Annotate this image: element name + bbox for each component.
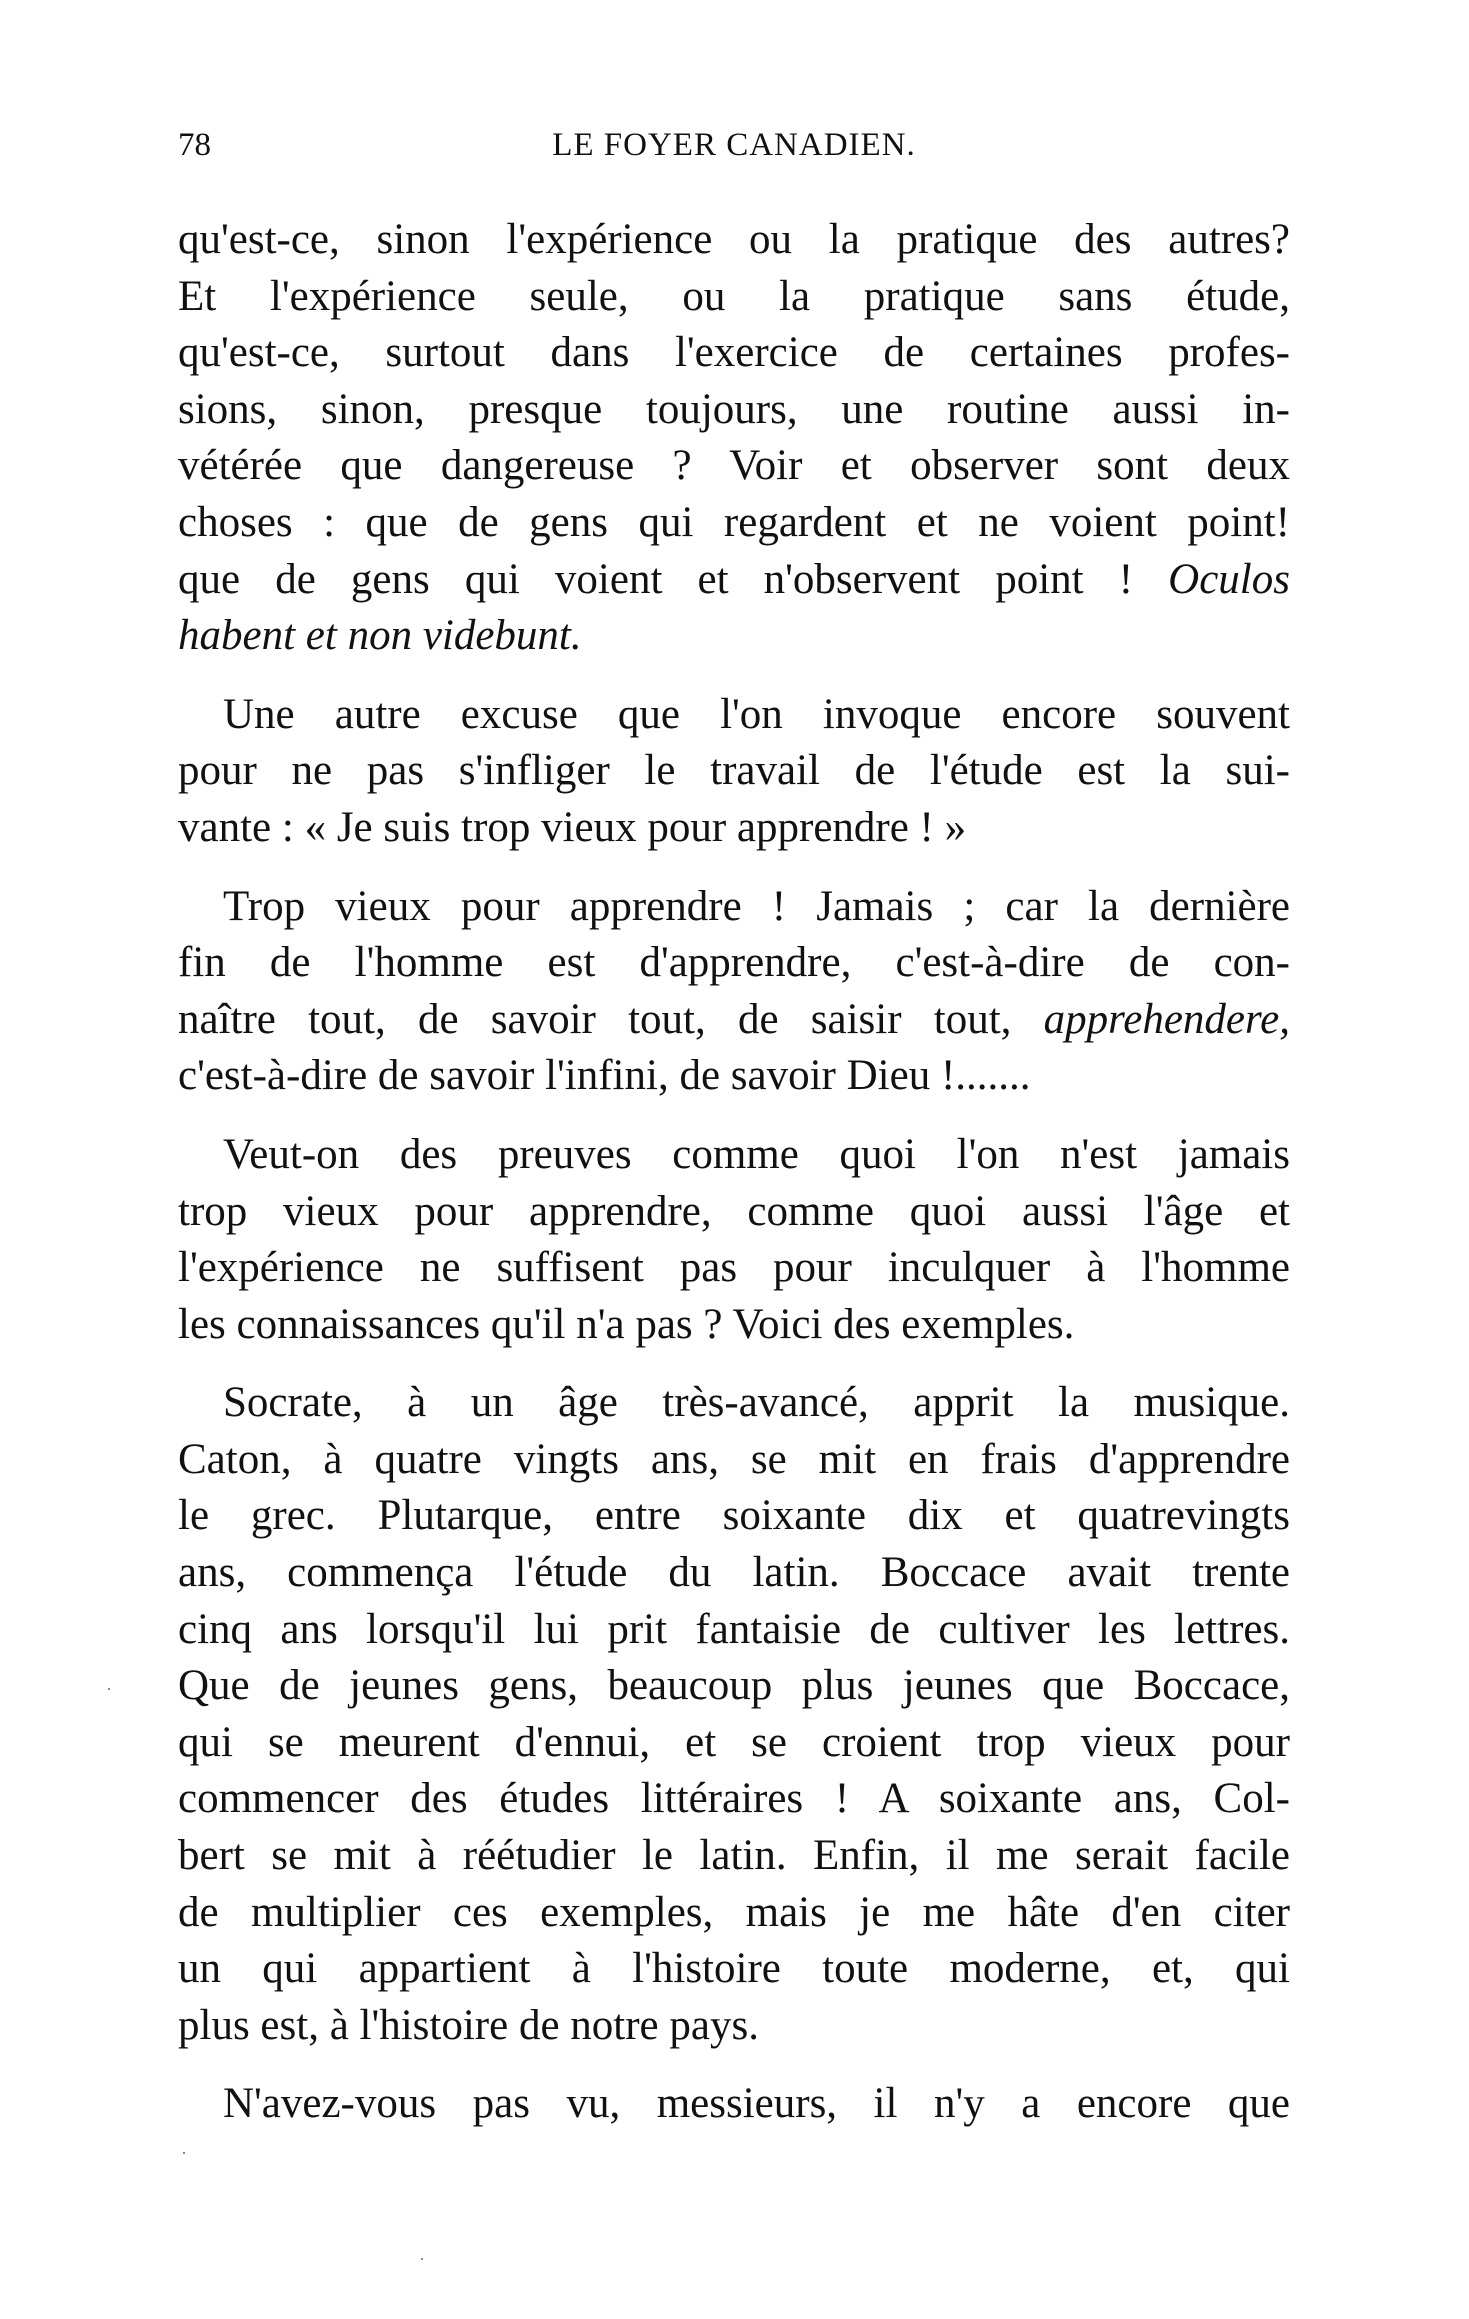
- paragraph: [178, 212, 1290, 665]
- text-line: [178, 1488, 1290, 1545]
- text-line: [178, 1602, 1290, 1659]
- text-line: [178, 495, 1290, 552]
- text-run: sions, sinon, presque toujours, une routine aussi in-: [178, 385, 1290, 433]
- text-run: vante : « Je suis trop vieux pour apprendre ! »: [178, 803, 967, 851]
- text-run: Trop vieux pour apprendre ! Jamais ; car la dernière: [223, 882, 1290, 930]
- text-line: [178, 935, 1290, 992]
- text-line: [178, 743, 1290, 800]
- text-line: [178, 1184, 1290, 1241]
- page-number: 78: [178, 127, 211, 163]
- italic-text: apprehendere,: [1043, 995, 1290, 1043]
- print-speck: [421, 2258, 423, 2260]
- print-speck: [183, 2152, 185, 2154]
- text-line: [178, 1048, 1290, 1105]
- paragraph-spacing: [178, 1105, 1290, 1127]
- text-line: [178, 800, 1290, 857]
- text-line: [178, 1240, 1290, 1297]
- paragraph-spacing: [178, 857, 1290, 879]
- text-run: trop vieux pour apprendre, comme quoi aussi l'âge et: [178, 1187, 1290, 1235]
- text-run: Et l'expérience seule, ou la pratique sans étude,: [178, 272, 1290, 320]
- text-line: [178, 1297, 1290, 1354]
- text-run: commencer des études littéraires ! A soixante ans, Col-: [178, 1775, 1290, 1823]
- paragraph: [178, 1127, 1290, 1353]
- text-line: [178, 1998, 1290, 2055]
- text-run: c'est-à-dire de savoir l'infini, de savoir Dieu !.......: [178, 1052, 1031, 1100]
- text-line: [178, 438, 1290, 495]
- text-run: Socrate, à un âge très-avancé, apprit la musique.: [223, 1379, 1290, 1427]
- text-run: le grec. Plutarque, entre soixante dix et quatrevingts: [178, 1492, 1290, 1540]
- text-line: [178, 1771, 1290, 1828]
- text-line: [178, 992, 1290, 1049]
- text-line: [178, 608, 1290, 665]
- text-run: N'avez-vous pas vu, messieurs, il n'y a encore que: [223, 2080, 1290, 2128]
- text-line: [178, 1828, 1290, 1885]
- text-line: [178, 325, 1290, 382]
- italic-text: Oculos: [1168, 555, 1290, 603]
- paragraph: [178, 879, 1290, 1105]
- text-run: qu'est-ce, sinon l'expérience ou la pratique des autres?: [178, 216, 1290, 263]
- text-run: ans, commença l'étude du latin. Boccace avait trente: [178, 1549, 1290, 1597]
- text-run: fin de l'homme est d'apprendre, c'est-à-dire de con-: [178, 939, 1290, 987]
- text-line: [178, 1432, 1290, 1489]
- text-run: Caton, à quatre vingts ans, se mit en frais d'apprendre: [178, 1435, 1290, 1483]
- paragraph: [178, 1375, 1290, 2054]
- text-run: plus est, à l'histoire de notre pays.: [178, 2001, 759, 2049]
- text-run: l'expérience ne suffisent pas pour inculquer à l'homme: [178, 1244, 1290, 1292]
- text-line: [178, 269, 1290, 326]
- text-run: les connaissances qu'il n'a pas ? Voici des exemples.: [178, 1300, 1075, 1348]
- text-line: [178, 552, 1290, 609]
- running-title: LE FOYER CANADIEN.: [552, 127, 916, 163]
- text-run: cinq ans lorsqu'il lui prit fantaisie de cultiver les lettres.: [178, 1605, 1290, 1653]
- text-line: [178, 879, 1290, 936]
- text-line: [178, 382, 1290, 439]
- running-head: [178, 122, 1290, 168]
- text-line: [178, 687, 1290, 744]
- text-line: [178, 2076, 1290, 2133]
- body-text: [178, 212, 1290, 2133]
- text-run: Une autre excuse que l'on invoque encore souvent: [223, 690, 1290, 738]
- text-line: [178, 1885, 1290, 1942]
- text-run: un qui appartient à l'histoire toute moderne, et, qui: [178, 1945, 1290, 1993]
- text-run: choses : que de gens qui regardent et ne voient point!: [178, 498, 1290, 546]
- print-speck: [108, 1688, 110, 1690]
- text-run: qui se meurent d'ennui, et se croient trop vieux pour: [178, 1718, 1290, 1766]
- text-run: qu'est-ce, surtout dans l'exercice de certaines profes-: [178, 329, 1290, 377]
- text-line: [178, 1127, 1290, 1184]
- text-line: [178, 1941, 1290, 1998]
- paragraph-spacing: [178, 2054, 1290, 2076]
- text-run: bert se mit à réétudier le latin. Enfin, il me serait facile: [178, 1832, 1290, 1880]
- text-run: naître tout, de savoir tout, de saisir tout,: [178, 995, 1044, 1043]
- text-run: pour ne pas s'infliger le travail de l'étude est la sui-: [178, 747, 1290, 795]
- text-run: Veut-on des preuves comme quoi l'on n'est jamais: [223, 1130, 1290, 1178]
- text-line: [178, 1715, 1290, 1772]
- text-line: [178, 212, 1290, 269]
- text-line: [178, 1545, 1290, 1602]
- italic-text: habent et non videbunt.: [178, 612, 582, 660]
- text-run: Que de jeunes gens, beaucoup plus jeunes que Boccace,: [178, 1662, 1290, 1710]
- paragraph: [178, 2076, 1290, 2133]
- paragraph-spacing: [178, 1353, 1290, 1375]
- paragraph: [178, 687, 1290, 857]
- paragraph-spacing: [178, 665, 1290, 687]
- text-line: [178, 1375, 1290, 1432]
- text-line: [178, 1658, 1290, 1715]
- text-run: que de gens qui voient et n'observent point !: [178, 555, 1169, 603]
- text-run: de multiplier ces exemples, mais je me hâte d'en citer: [178, 1888, 1290, 1936]
- text-run: vétérée que dangereuse ? Voir et observer sont deux: [178, 442, 1290, 490]
